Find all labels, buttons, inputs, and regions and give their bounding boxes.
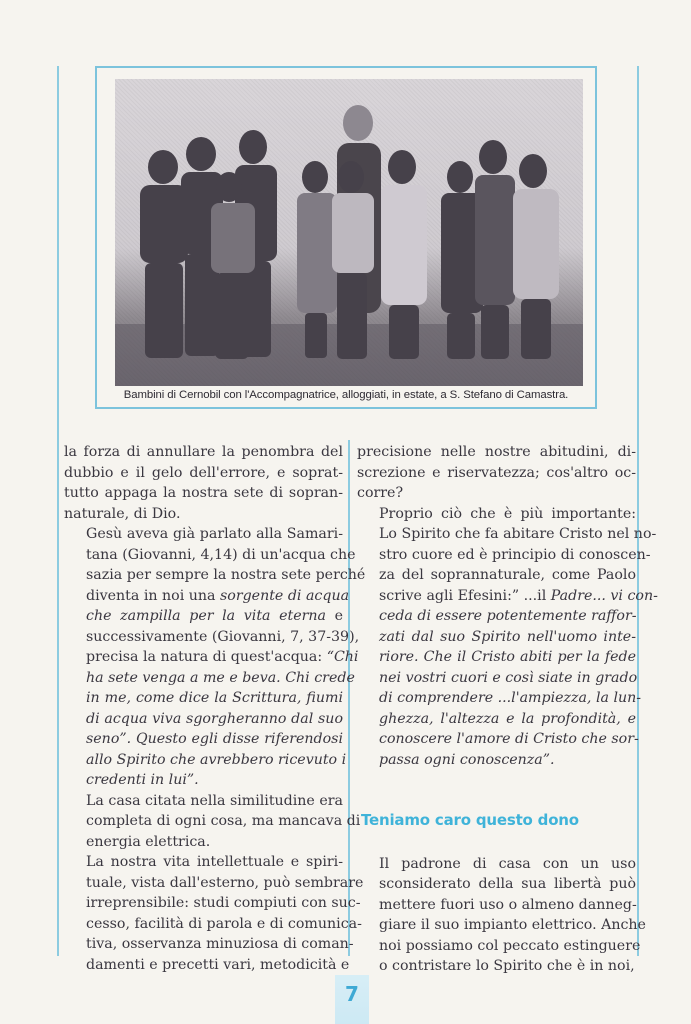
right-column-bottom-text (357, 854, 646, 977)
text-line: noi possiamo col peccato estinguere (379, 937, 641, 954)
text-line: Gesù aveva già parlato alla Samari- (86, 526, 343, 542)
text-line: za del soprannaturale, come Paolo (379, 567, 636, 583)
text-line: La casa citata nella similitudine era (86, 792, 343, 809)
text-line: naturale, di Dio. (64, 505, 181, 522)
photo-frame (95, 66, 597, 409)
paragraph (64, 791, 361, 853)
paragraph (64, 852, 364, 975)
text-line: cesso, facilità di parola e di comunica- (86, 915, 362, 932)
text-line: precisa la natura di quest'acqua: “Chi (86, 649, 359, 665)
text-line: screzione e riservatezza; cos'altro oc- (357, 464, 636, 481)
text-line: in me, come dice la Scrittura, fiumi (86, 690, 343, 706)
text-line: o contristare lo Spirito che è in noi, (379, 958, 635, 974)
text-line: che zampilla per la vita eterna e (86, 608, 343, 624)
paragraph (64, 442, 343, 524)
photo-caption: Bambini di Cernobil con l'Accompagnatrice, alloggiati, in estate, a S. Stefano di Camastra. (123, 389, 569, 401)
text-line: diventa in noi una sorgente di acqua (86, 587, 350, 604)
page-number-tab (335, 975, 369, 1024)
paragraph (357, 442, 636, 504)
text-line: allo Spirito che avrebbero ricevuto i (86, 751, 347, 768)
text-line: damenti e precetti vari, metodicità e (86, 956, 350, 973)
right-text-column (357, 442, 658, 977)
section-heading: Teniamo caro questo dono (361, 811, 579, 829)
text-line: ceda di essere potentemente raffor- (379, 608, 637, 624)
text-line: credenti in lui”. (86, 772, 199, 788)
text-line: ha sete venga a me e beva. Chi crede (86, 669, 355, 686)
text-line: ghezza, l'altezza e la profondità, e (379, 710, 636, 727)
page-number: 7 (345, 982, 359, 1006)
text-line: mettere fuori uso o almeno danneg- (379, 896, 637, 913)
text-line: tuale, vista dall'esterno, può sembrare (86, 874, 364, 891)
paragraph (357, 504, 658, 771)
text-line: irreprensibile: studi compiuti con suc- (86, 895, 361, 911)
left-text-column (64, 442, 366, 975)
text-line: La nostra vita intellettuale e spiri- (86, 854, 343, 870)
text-line: la forza di annullare la penombra del (64, 444, 343, 460)
text-line: tiva, osservanza minuziosa di coman- (86, 936, 354, 952)
text-line: seno”. Questo egli disse riferendosi (86, 731, 343, 747)
text-line: tana (Giovanni, 4,14) di un'acqua che (86, 546, 356, 563)
text-line: sazia per sempre la nostra sete perché (86, 567, 366, 583)
text-line: dubbio e il gelo dell'errore, e soprat- (64, 464, 343, 481)
text-line: di acqua viva sgorgheranno dal suo (86, 710, 343, 727)
text-line: zati dal suo Spirito nell'uomo inte- (379, 628, 636, 645)
text-line: nei vostri cuori e così siate in grado (379, 669, 638, 686)
text-line: di comprendere ...l'ampiezza, la lun- (379, 690, 642, 706)
text-line: Proprio ciò che è più importante: (379, 505, 636, 522)
text-line: sconsiderato della sua libertà può (379, 876, 636, 892)
group-photo (115, 79, 583, 386)
text-line: precisione nelle nostre abitudini, di- (357, 444, 636, 460)
text-line: giare il suo impianto elettrico. Anche (379, 917, 646, 933)
text-line: energia elettrica. (86, 833, 211, 850)
text-line: passa ogni conoscenza”. (379, 751, 555, 768)
text-line: tutto appaga la nostra sete di sopran- (64, 485, 343, 501)
text-line: completa di ogni cosa, ma mancava di (86, 813, 361, 829)
photo-figures (115, 79, 583, 386)
text-line: scrive agli Efesini:” ...il Padre... vi con- (379, 587, 658, 604)
text-line: corre? (357, 485, 404, 501)
text-line: riore. Che il Cristo abiti per la fede (379, 649, 636, 665)
text-line: conoscere l'amore di Cristo che sor- (379, 731, 639, 747)
text-line: Il padrone di casa con un uso (379, 855, 636, 872)
text-line: Lo Spirito che fa abitare Cristo nel no- (379, 526, 657, 542)
right-margin-rule (637, 66, 639, 956)
text-line: stro cuore ed è principio di conoscen- (379, 546, 651, 563)
paragraph (64, 524, 366, 791)
text-line: successivamente (Giovanni, 7, 37-39), (86, 628, 360, 645)
left-margin-rule (57, 66, 59, 956)
right-column-top-text (357, 442, 658, 770)
paragraph (357, 854, 646, 977)
